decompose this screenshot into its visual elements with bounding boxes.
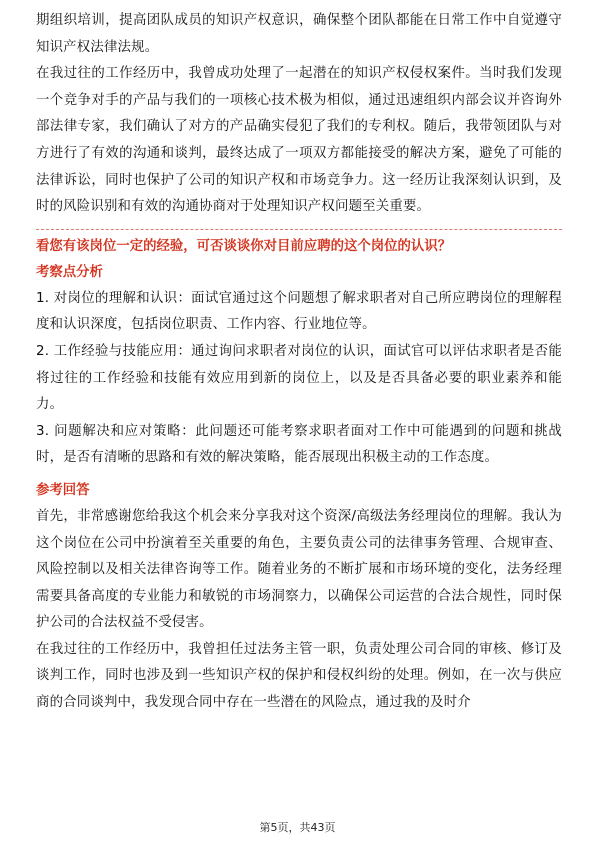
page-number-footer: 第5页，共43页 <box>259 821 336 834</box>
body-paragraph: 在我过往的工作经历中，我曾成功处理了一起潜在的知识产权侵权案件。当时我们发现一个竞争对手的产品与我们的一项核心技术极为相似，通过迅速组织内部会议并咨询外部法律专家，我们确认了对方的产品确实侵犯了我们的专利权。随后，我带领团队与对方进行了有效的沟通和谈判，最终达成了一项双方都能接受的解决方案，避免了可能的法律诉讼，同时也保护了公司的知识产权和市场竞争力。这一经历让我深刻认识到，及时的风险识别和有效的沟通协商对于处理知识产权问题至关重要。 <box>36 66 562 215</box>
answer-paragraph: 在我过往的工作经历中，我曾担任过法务主管一职，负责处理公司合同的审核、修订及谈判工作，同时也涉及到一些知识产权的保护和侵权纠纷的处理。例如，在一次与供应商的合同谈判中，我发现合同中存在一些潜在的风险点，通过我的及时介 <box>36 641 562 711</box>
answer-heading: 参考回答 <box>36 482 90 498</box>
section-divider <box>36 229 562 230</box>
page-content <box>36 8 562 717</box>
analysis-item: 3. 问题解决和应对策略：此问题还可能考察求职者面对工作中可能遇到的问题和挑战时，是否有清晰的思路和有效的解决策略，能否展现出积极主动的工作态度。 <box>36 423 562 466</box>
analysis-heading: 考察点分析 <box>36 264 103 280</box>
answer-paragraph: 首先，非常感谢您给我这个机会来分享我对这个资深/高级法务经理岗位的理解。我认为这个岗位在公司中扮演着至关重要的角色，主要负责公司的法律事务管理、合规审查、风险控制以及相关法律咨询等工作。随着业务的不断扩展和市场环境的变化，法务经理需要具备高度的专业能力和敏锐的市场洞察力，以确保公司运营的合法合规性，同时保护公司的合法权益不受侵害。 <box>36 508 562 631</box>
body-paragraph: 期组织培训，提高团队成员的知识产权意识，确保整个团队都能在日常工作中自觉遵守知识产权法律法规。 <box>36 13 562 55</box>
interview-question: 看您有该岗位一定的经验，可否谈谈你对目前应聘的这个岗位的认识？ <box>36 238 452 254</box>
analysis-item: 2. 工作经验与技能应用：通过询问求职者对岗位的认识，面试官可以评估求职者是否能将过往的工作经验和技能有效应用到新的岗位上，以及是否具备必要的职业素养和能力。 <box>36 343 562 413</box>
analysis-item: 1. 对岗位的理解和认识：面试官通过这个问题想了解求职者对自己所应聘岗位的理解程度和认识深度，包括岗位职责、工作内容、行业地位等。 <box>36 290 562 333</box>
